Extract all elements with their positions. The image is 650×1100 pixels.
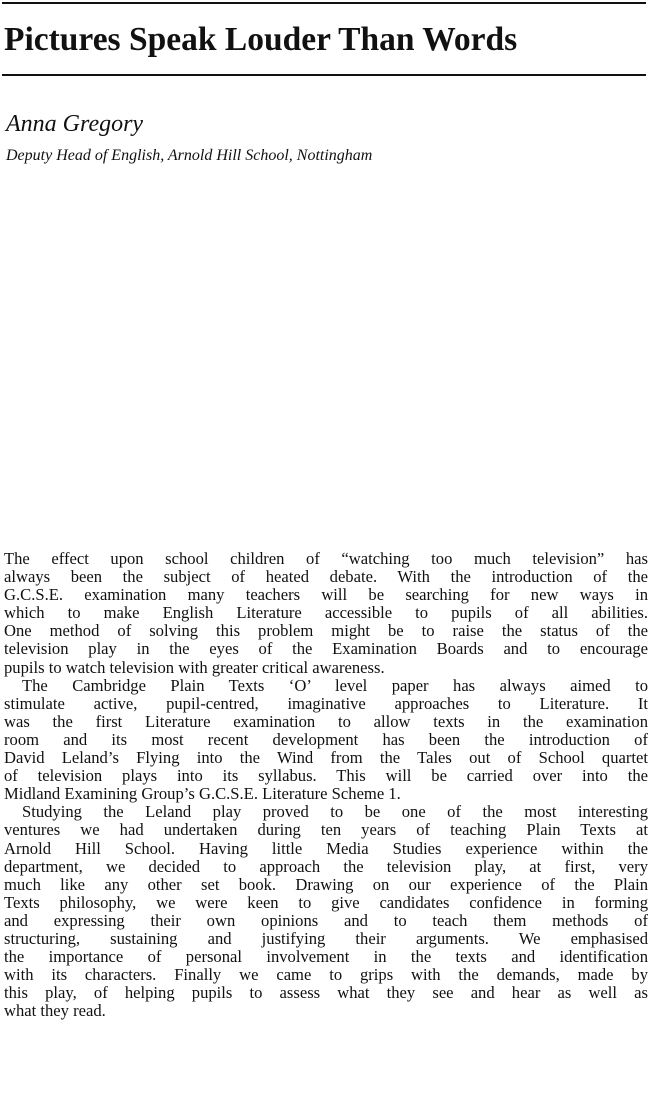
text-line: always been the subject of heated debate. With the introduction of the [4, 567, 648, 587]
text-line: department, we decided to approach the television play, at first, very [4, 856, 648, 876]
text-line: One method of solving this problem might be to raise the status of the [4, 621, 648, 641]
text-line: G.C.S.E. examination many teachers will be searching for new ways in [4, 585, 648, 605]
text-line: pupils to watch television with greater critical awareness. [4, 657, 385, 677]
text-line: The Cambridge Plain Texts ‘O’ level paper has always aimed to [22, 675, 648, 695]
paragraph-1 [4, 550, 648, 677]
article-body [4, 550, 648, 1020]
author-name: Anna Gregory [6, 111, 144, 137]
article-title: Pictures Speak Louder Than Words [4, 21, 518, 58]
text-line: Studying the Leland play proved to be one of the most interesting [22, 802, 648, 822]
text-line: which to make English Literature accessible to pupils of all abilities. [4, 603, 648, 623]
text-line: ventures we had undertaken during ten years of teaching Plain Texts at [4, 820, 648, 840]
text-line: of television plays into its syllabus. This will be carried over into the [4, 766, 648, 786]
text-line: The effect upon school children of “watching too much television” has [4, 549, 648, 568]
text-line: Midland Examining Group’s G.C.S.E. Literature Scheme 1. [4, 784, 401, 804]
text-line: the importance of personal involvement in the texts and identification [4, 947, 648, 967]
text-line: room and its most recent development has been the introduction of [4, 729, 648, 749]
text-line: Texts philosophy, we were keen to give candidates confidence in forming [4, 892, 648, 912]
text-line: and expressing their own opinions and to teach them methods of [4, 910, 648, 930]
text-line: this play, of helping pupils to assess what they see and hear as well as [4, 983, 648, 1003]
text-line: television play in the eyes of the Examination Boards and to encourage [4, 639, 648, 659]
title-rule [2, 74, 646, 76]
top-rule [2, 2, 646, 4]
text-line: David Leland’s Flying into the Wind from the Tales out of School quartet [4, 748, 648, 768]
text-line: structuring, sustaining and justifying their arguments. We emphasised [4, 928, 648, 948]
paragraph-3 [4, 803, 648, 1020]
text-line: stimulate active, pupil-centred, imaginative approaches to Literature. It [4, 693, 648, 713]
text-line: with its characters. Finally we came to grips with the demands, made by [4, 965, 648, 985]
text-line: Arnold Hill School. Having little Media Studies experience within the [4, 838, 648, 858]
text-line: what they read. [4, 1001, 106, 1021]
text-line: much like any other set book. Drawing on our experience of the Plain [4, 874, 648, 894]
author-affiliation: Deputy Head of English, Arnold Hill School, Nottingham [6, 147, 373, 164]
paragraph-2 [4, 677, 648, 804]
text-line: was the first Literature examination to allow texts in the examination [4, 711, 648, 731]
